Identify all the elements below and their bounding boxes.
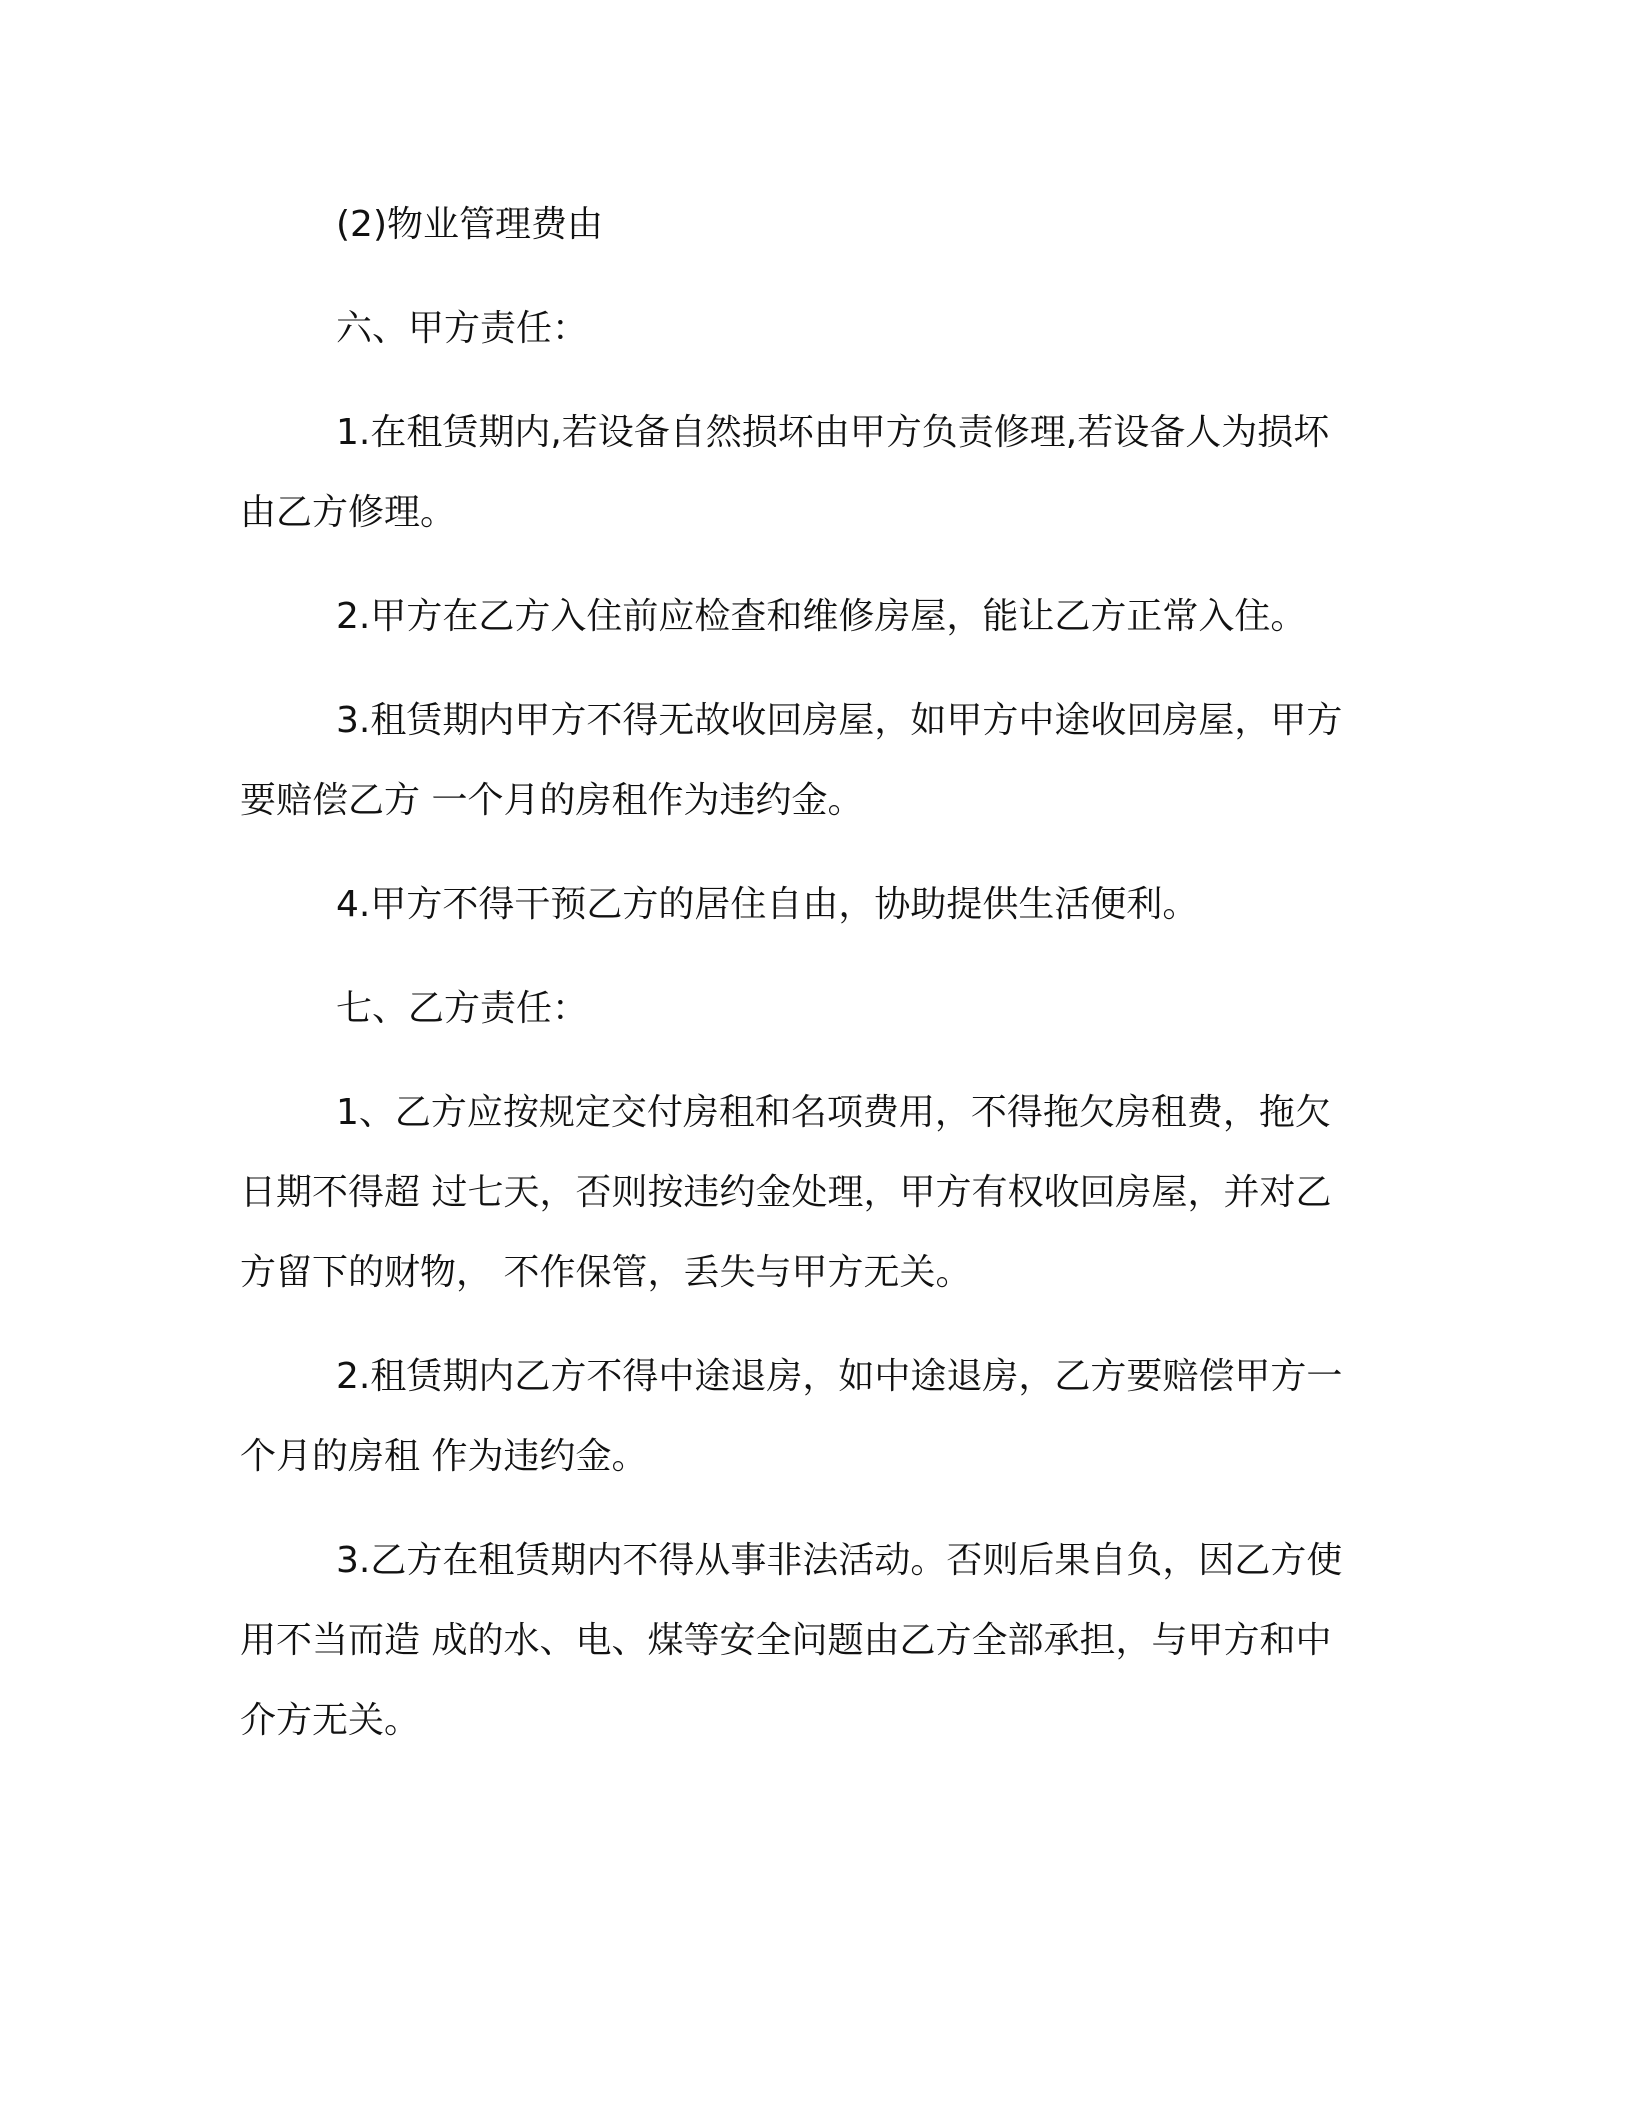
text-line: 由乙方修理。 [240,492,457,533]
text-line: 六、甲方责任： [336,308,589,349]
paragraph-b-1 [240,1073,1370,1313]
text-line: (2)物业管理费由 [336,204,603,245]
heading-party-a-responsibility [240,289,1370,369]
text-line: 个月的房租 作为违约金。 [240,1436,648,1477]
text-line: 3.租赁期内甲方不得无故收回房屋，如甲方中途收回房屋，甲方 [336,700,1343,741]
text-line: 4.甲方不得干预乙方的居住自由，协助提供生活便利。 [336,884,1199,925]
text-line: 3.乙方在租赁期内不得从事非法活动。否则后果自负，因乙方使 [336,1540,1343,1581]
text-line: 介方无关。 [240,1700,421,1741]
text-line: 七、乙方责任： [336,988,589,1029]
paragraph-a-2 [240,577,1370,657]
paragraph-a-1 [240,393,1370,553]
text-line: 2.甲方在乙方入住前应检查和维修房屋，能让乙方正常入住。 [336,596,1307,637]
paragraph-a-3 [240,681,1370,841]
paragraph-b-3 [240,1521,1370,1761]
document-body [240,185,1370,1785]
paragraph-property-fee [240,185,1370,265]
text-line: 要赔偿乙方 一个月的房租作为违约金。 [240,780,864,821]
paragraph-a-4 [240,865,1370,945]
text-line: 1、乙方应按规定交付房租和名项费用，不得拖欠房租费，拖欠 [336,1092,1331,1133]
heading-party-b-responsibility [240,969,1370,1049]
text-line: 2.租赁期内乙方不得中途退房，如中途退房，乙方要赔偿甲方一 [336,1356,1343,1397]
paragraph-b-2 [240,1337,1370,1497]
text-line: 1.在租赁期内,若设备自然损坏由甲方负责修理,若设备人为损坏 [336,412,1330,453]
text-line: 日期不得超 过七天，否则按违约金处理，甲方有权收回房屋，并对乙 [240,1172,1332,1213]
text-line: 用不当而造 成的水、电、煤等安全问题由乙方全部承担，与甲方和中 [240,1620,1332,1661]
text-line: 方留下的财物， 不作保管，丢失与甲方无关。 [240,1252,972,1293]
